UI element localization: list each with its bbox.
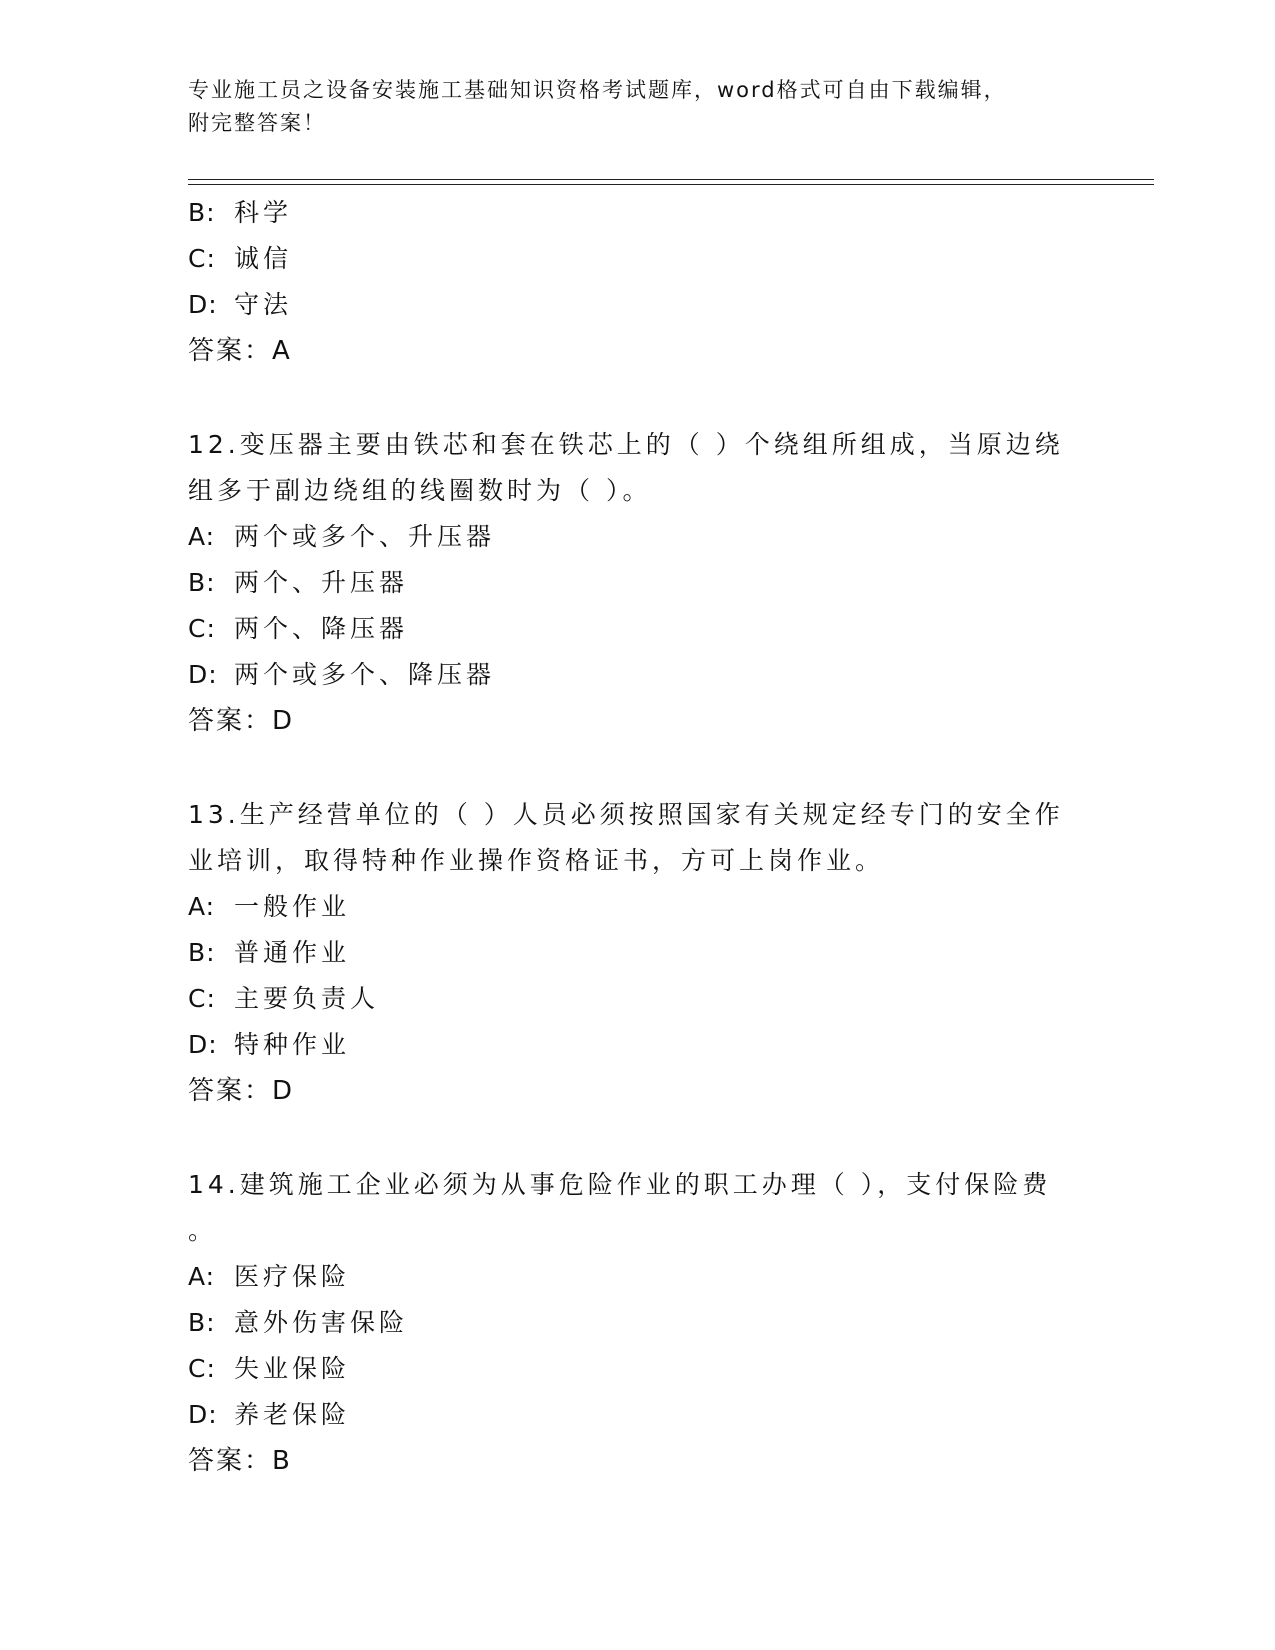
option-text: 普通作业 bbox=[234, 938, 351, 967]
option-key: A: bbox=[188, 892, 216, 921]
option-text: 养老保险 bbox=[234, 1400, 351, 1429]
answer-line: 答案：D bbox=[188, 1076, 295, 1106]
option-text: 两个或多个、降压器 bbox=[234, 660, 496, 689]
question-stem-line-2: 业培训，取得特种作业操作资格证书，方可上岗作业。 bbox=[188, 846, 885, 875]
option-text: 一般作业 bbox=[234, 892, 351, 921]
option-c bbox=[188, 606, 1088, 652]
option-text: 两个、降压器 bbox=[234, 614, 409, 643]
option-text: 诚信 bbox=[234, 244, 293, 273]
option-key: D: bbox=[188, 1400, 218, 1429]
option-key: A: bbox=[188, 522, 216, 551]
option-a bbox=[188, 514, 1088, 560]
option-text: 两个或多个、升压器 bbox=[234, 522, 496, 551]
option-c bbox=[188, 236, 1088, 282]
option-d bbox=[188, 1022, 1088, 1068]
question-stem-line-2: 组多于副边绕组的线圈数时为（ ）。 bbox=[188, 476, 652, 505]
question-list bbox=[188, 190, 1088, 1484]
option-text: 两个、升压器 bbox=[234, 568, 409, 597]
question-stem-line-1: 12.变压器主要由铁芯和套在铁芯上的（ ）个绕组所组成，当原边绕 bbox=[188, 430, 1064, 459]
option-a bbox=[188, 884, 1088, 930]
question-stem-line-2: 。 bbox=[188, 1216, 218, 1245]
option-key: A: bbox=[188, 1262, 216, 1291]
option-text: 失业保险 bbox=[234, 1354, 351, 1383]
option-key: D: bbox=[188, 290, 218, 319]
option-d bbox=[188, 652, 1088, 698]
option-key: D: bbox=[188, 1030, 218, 1059]
answer-line: 答案：B bbox=[188, 1446, 292, 1476]
question-stem-line-1: 13.生产经营单位的（ ）人员必须按照国家有关规定经专门的安全作 bbox=[188, 800, 1064, 829]
option-key: B: bbox=[188, 198, 216, 227]
option-key: D: bbox=[188, 660, 218, 689]
option-key: B: bbox=[188, 938, 216, 967]
header-divider-top bbox=[188, 179, 1154, 180]
header-line-2: 附完整答案！ bbox=[188, 111, 326, 135]
header-line-1: 专业施工员之设备安装施工基础知识资格考试题库，word格式可自由下载编辑， bbox=[188, 78, 1007, 102]
header-divider-bottom bbox=[188, 184, 1154, 185]
option-text: 意外伤害保险 bbox=[234, 1308, 409, 1337]
question-13 bbox=[188, 792, 1088, 1114]
option-b bbox=[188, 560, 1088, 606]
option-b bbox=[188, 1300, 1088, 1346]
question-14 bbox=[188, 1162, 1088, 1484]
option-c bbox=[188, 1346, 1088, 1392]
option-c bbox=[188, 976, 1088, 1022]
answer-line: 答案：D bbox=[188, 706, 295, 736]
option-key: B: bbox=[188, 1308, 216, 1337]
option-text: 科学 bbox=[234, 198, 293, 227]
option-key: C: bbox=[188, 614, 216, 643]
option-b bbox=[188, 190, 1088, 236]
option-key: C: bbox=[188, 244, 216, 273]
option-text: 特种作业 bbox=[234, 1030, 351, 1059]
option-text: 主要负责人 bbox=[234, 984, 380, 1013]
option-text: 医疗保险 bbox=[234, 1262, 351, 1291]
option-key: C: bbox=[188, 984, 216, 1013]
option-d bbox=[188, 1392, 1088, 1438]
answer-line: 答案：A bbox=[188, 336, 292, 366]
option-text: 守法 bbox=[234, 290, 293, 319]
option-key: B: bbox=[188, 568, 216, 597]
option-key: C: bbox=[188, 1354, 216, 1383]
continued-question bbox=[188, 190, 1088, 374]
option-a bbox=[188, 1254, 1088, 1300]
question-12 bbox=[188, 422, 1088, 744]
option-b bbox=[188, 930, 1088, 976]
question-stem-line-1: 14.建筑施工企业必须为从事危险作业的职工办理（ ），支付保险费 bbox=[188, 1170, 1052, 1199]
option-d bbox=[188, 282, 1088, 328]
document-header bbox=[188, 74, 1068, 140]
